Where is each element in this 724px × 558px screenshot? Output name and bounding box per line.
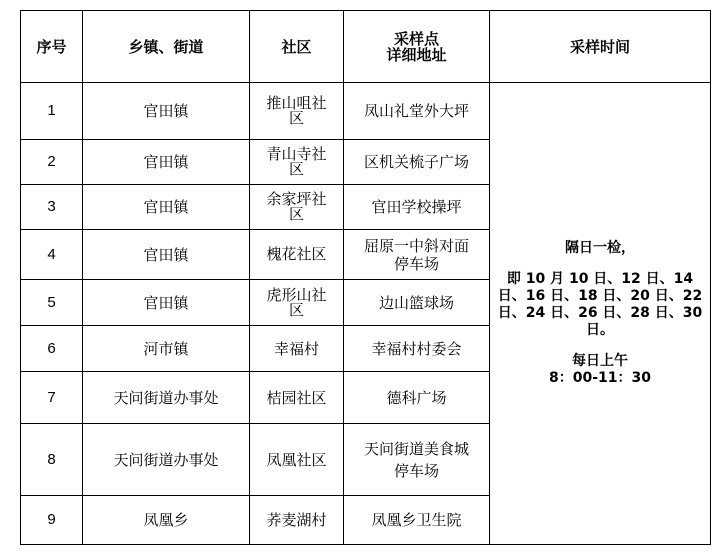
row-address: 德科广场 <box>344 372 490 424</box>
row-number: 5 <box>21 280 83 326</box>
header-serial-no: 序号 <box>21 11 83 83</box>
header-town-street: 乡镇、街道 <box>83 11 250 83</box>
row-number: 7 <box>21 372 83 424</box>
row-number: 9 <box>21 496 83 545</box>
header-sampling-time: 采样时间 <box>490 11 711 83</box>
row-town: 凤凰乡 <box>83 496 250 545</box>
row-town: 官田镇 <box>83 83 250 140</box>
row-address: 边山篮球场 <box>344 280 490 326</box>
row-community: 余家坪社 区 <box>250 185 344 230</box>
header-community: 社区 <box>250 11 344 83</box>
sampling-time-cell <box>490 83 711 545</box>
row-town: 河市镇 <box>83 326 250 372</box>
row-address: 凤山礼堂外大坪 <box>344 83 490 140</box>
row-community: 推山咀社 区 <box>250 83 344 140</box>
row-number: 2 <box>21 140 83 185</box>
row-community: 凤凰社区 <box>250 424 344 496</box>
row-community: 虎形山社 区 <box>250 280 344 326</box>
row-town: 官田镇 <box>83 185 250 230</box>
row-address: 屈原一中斜对面 停车场 <box>344 230 490 280</box>
row-number: 8 <box>21 424 83 496</box>
row-address: 凤凰乡卫生院 <box>344 496 490 545</box>
row-address: 区机关梳子广场 <box>344 140 490 185</box>
row-number: 1 <box>21 83 83 140</box>
sampling-hours: 每日上午 8：00-11：30 <box>549 353 651 386</box>
row-town: 官田镇 <box>83 280 250 326</box>
sampling-frequency: 隔日一检， <box>565 240 635 256</box>
table-row <box>21 83 711 140</box>
sampling-schedule-table <box>20 10 711 545</box>
row-town: 天问街道办事处 <box>83 372 250 424</box>
row-number: 6 <box>21 326 83 372</box>
row-number: 3 <box>21 185 83 230</box>
row-community: 荞麦湖村 <box>250 496 344 545</box>
header-address: 采样点 详细地址 <box>344 11 490 83</box>
row-address: 幸福村村委会 <box>344 326 490 372</box>
row-number: 4 <box>21 230 83 280</box>
row-town: 官田镇 <box>83 140 250 185</box>
row-community: 桔园社区 <box>250 372 344 424</box>
header-row <box>21 11 711 83</box>
row-community: 青山寺社 区 <box>250 140 344 185</box>
row-community: 幸福村 <box>250 326 344 372</box>
sampling-dates: 即 10 月 10 日、12 日、14 日、16 日、18 日、20 日、22 日、24 日、26 日、28 日、30 日。 <box>497 271 703 338</box>
row-address: 官田学校操坪 <box>344 185 490 230</box>
row-town: 天问街道办事处 <box>83 424 250 496</box>
row-address: 天问街道美食城 停车场 <box>344 424 490 496</box>
row-town: 官田镇 <box>83 230 250 280</box>
row-community: 槐花社区 <box>250 230 344 280</box>
